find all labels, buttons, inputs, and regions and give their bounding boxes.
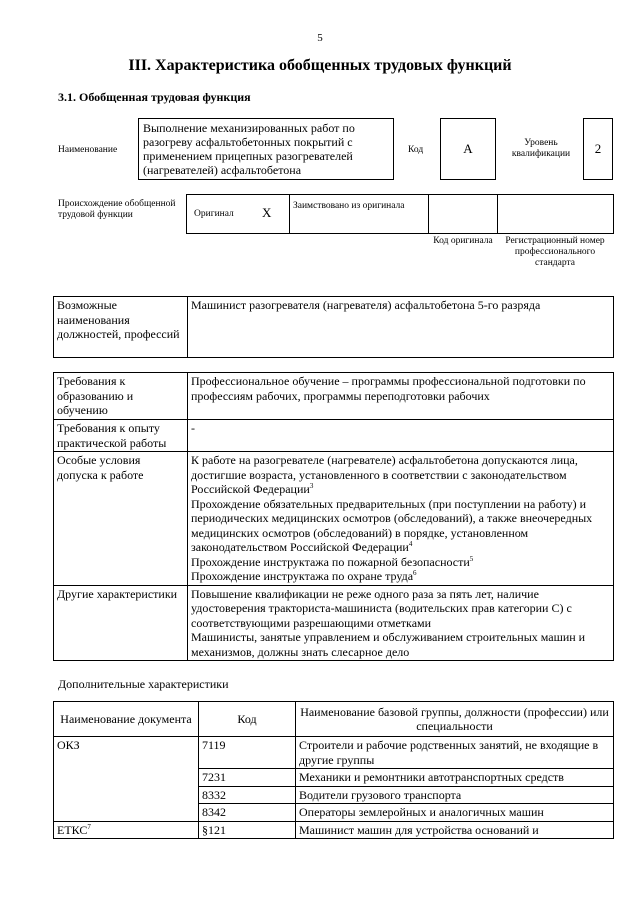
- doc-cell: ОКЗ: [54, 737, 199, 822]
- code-label: Код: [408, 145, 424, 155]
- req-value: [188, 452, 614, 586]
- original-label: Оригинал: [194, 209, 234, 219]
- code-cell: 7231: [199, 769, 296, 787]
- name-cell: Операторы землеройных и аналогичных машин: [296, 804, 614, 822]
- additional-title: Дополнительные характеристики: [58, 677, 229, 691]
- req-line: Прохождение инструктажа по охране труда$^6$: [191, 569, 417, 583]
- req-line: Прохождение инструктажа по пожарной безопасности$^5$: [191, 554, 474, 569]
- name-label: Наименование: [58, 145, 118, 155]
- name-cell: Машинист машин для устройства оснований и: [296, 821, 614, 839]
- name-value: Выполнение механизированных работ по разогреву асфальтобетонных покрытий с применением прицепных разогревателей (нагревателей) асфальтобетона: [138, 118, 394, 180]
- req-row-conditions: [54, 452, 614, 586]
- table-row: [54, 821, 614, 839]
- reg-number-label: Регистрационный номер профессионального стандарта: [505, 236, 605, 268]
- requirements-table: [53, 372, 614, 661]
- req-line: К работе на разогревателе (нагревателе) асфальтобетона допускаются лица, достигшие возраста, установленного в соответствии с законодательством Российской Федерации$^3$: [191, 453, 578, 496]
- col-code-header: Код: [199, 702, 296, 737]
- req-row-other: [54, 585, 614, 661]
- name-cell: Механики и ремонтники автотранспортных средств: [296, 769, 614, 787]
- req-value: [188, 585, 614, 661]
- doc-cell: ЕТКС$^7$: [54, 821, 199, 839]
- req-label: Требования к образованию и обучению: [54, 373, 188, 420]
- req-row-education: [54, 373, 614, 420]
- code-cell: 8342: [199, 804, 296, 822]
- code-value: А: [440, 118, 496, 180]
- page-number: 5: [317, 32, 323, 44]
- positions-value: Машинист разогревателя (нагревателя) асфальтобетона 5-го разряда: [188, 297, 614, 358]
- req-line: Машинисты, занятые управлением и обслуживанием строительных машин и механизмов, должны знать слесарное дело: [191, 630, 586, 659]
- req-line: Повышение квалификации не реже одного раза за пять лет, наличие удостоверения тракториста-машиниста (водительских прав категории С) с соответствующими разрешающими отметками: [191, 586, 572, 630]
- name-cell: Строители и рабочие родственных занятий, не входящие в другие группы: [296, 737, 614, 769]
- code-cell: 7119: [199, 737, 296, 769]
- positions-table: [53, 296, 614, 358]
- table-row: [54, 737, 614, 769]
- col-name-header: Наименование базовой группы, должности (профессии) или специальности: [296, 702, 614, 737]
- req-value: Профессиональное обучение – программы профессиональной подготовки по профессиям рабочих, программы переподготовки рабочих: [188, 373, 614, 420]
- name-cell: Водители грузового транспорта: [296, 786, 614, 804]
- section-title: III. Характеристика обобщенных трудовых функций: [128, 57, 512, 74]
- code-cell: §121: [199, 821, 296, 839]
- additional-table: [53, 701, 614, 839]
- code-cell: 8332: [199, 786, 296, 804]
- req-label: Требования к опыту практической работы: [54, 420, 188, 452]
- origin-row: [186, 194, 614, 234]
- col-doc-header: Наименование документа: [54, 702, 199, 737]
- req-label: Особые условия допуска к работе: [54, 452, 188, 586]
- subsection-title: 3.1. Обобщенная трудовая функция: [58, 90, 251, 104]
- borrowed-label: Заимствовано из оригинала: [293, 201, 405, 211]
- additional-header-row: [54, 702, 614, 737]
- positions-label: Возможные наименования должностей, профессий: [54, 297, 188, 358]
- level-value: 2: [583, 118, 613, 180]
- code-original-label: Код оригинала: [433, 236, 493, 246]
- req-label: Другие характеристики: [54, 585, 188, 661]
- positions-row: [54, 297, 614, 358]
- original-mark: Х: [262, 205, 272, 220]
- origin-label: Происхождение обобщенной трудовой функции: [58, 199, 176, 220]
- req-row-experience: [54, 420, 614, 452]
- req-line: Прохождение обязательных предварительных (при поступлении на работу) и периодических медицинских осмотров (обследований), а также внеочередных медицинских осмотров (обследований) в порядке, установленном законодательством Российской Федерации$^4$: [191, 496, 593, 554]
- level-label: Уровень квалификации: [511, 138, 571, 159]
- req-value: -: [188, 420, 614, 452]
